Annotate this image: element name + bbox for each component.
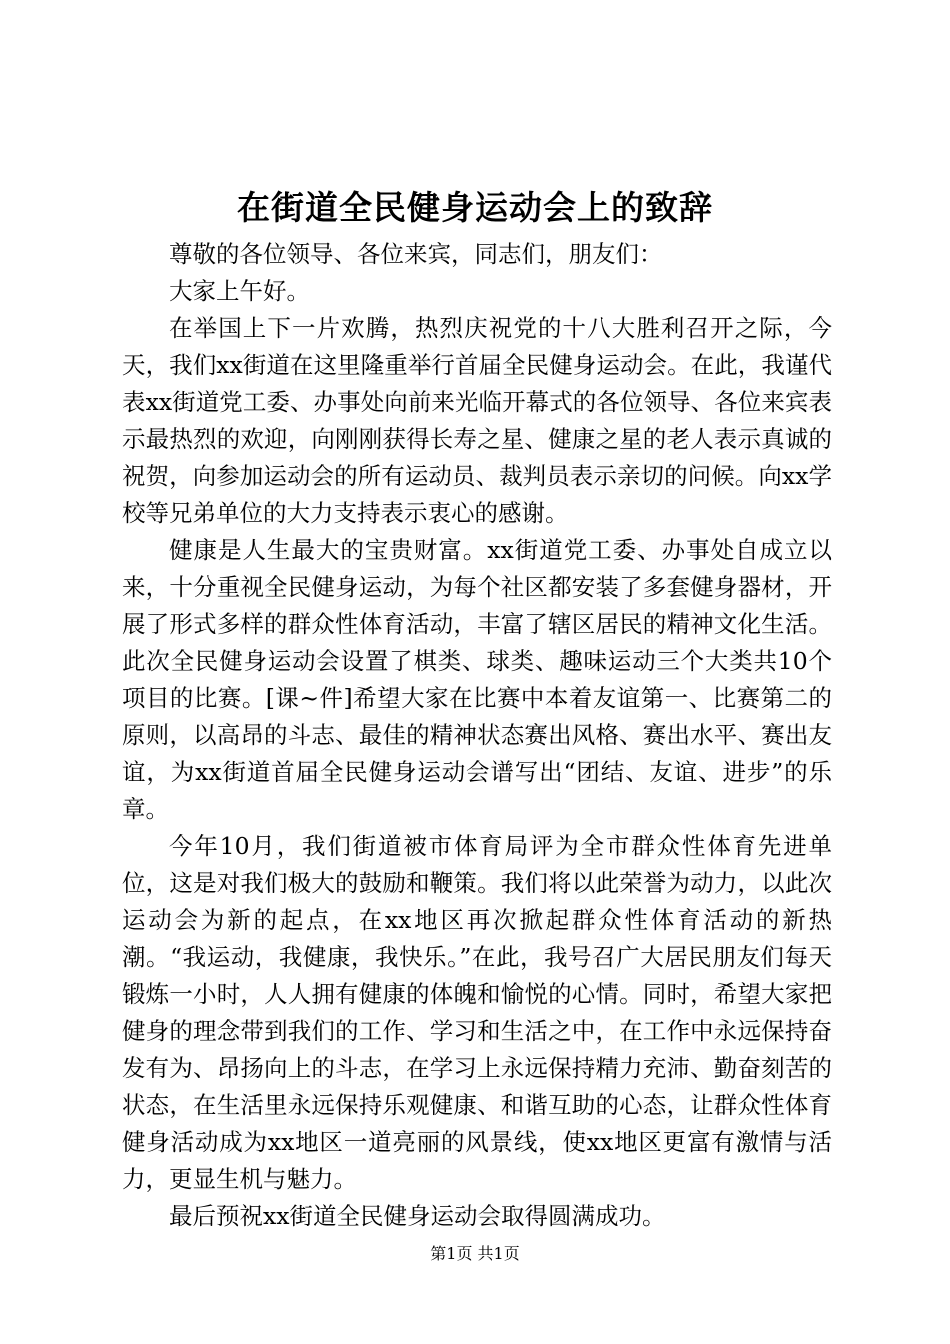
- document-title: 在街道全民健身运动会上的致辞: [237, 188, 713, 227]
- salutation-paragraph: 尊敬的各位领导、各位来宾，同志们，朋友们：: [169, 240, 663, 268]
- body-paragraph: 在举国上下一片欢腾，热烈庆祝党的十八大胜利召开之际，今天，我们xx街道在这里隆重举行首届全民健身运动会。在此，我谨代表xx街道党工委、办事处向前来光临开幕式的各位领导、各位来宾表示最热烈的欢迎，向刚刚获得长寿之星、健康之星的老人表示真诚的祝贺，向参加运动会的所有运动员、裁判员表示亲切的问候。向xx学校等兄弟单位的大力支持表示衷心的感谢。: [122, 314, 832, 527]
- document-body: [122, 236, 832, 1235]
- greeting-paragraph: 大家上午好。: [169, 277, 310, 305]
- body-paragraph: 今年10月，我们街道被市体育局评为全市群众性体育先进单位，这是对我们极大的鼓励和鞭策。我们将以此荣誉为动力，以此次运动会为新的起点，在xx地区再次掀起群众性体育活动的新热潮。“我运动，我健康，我快乐。”在此，我号召广大居民朋友们每天锻炼一小时，人人拥有健康的体魄和愉悦的心情。同时，希望大家把健身的理念带到我们的工作、学习和生活之中，在工作中永远保持奋发有为、昂扬向上的斗志，在学习上永远保持精力充沛、勤奋刻苦的状态，在生活里永远保持乐观健康、和谐互助的心态，让群众性体育健身活动成为xx地区一道亮丽的风景线，使xx地区更富有激情与活力，更显生机与魅力。: [122, 832, 832, 1193]
- closing-paragraph: 最后预祝xx街道全民健身运动会取得圆满成功。: [169, 1202, 666, 1230]
- body-paragraph: 健康是人生最大的宝贵财富。xx街道党工委、办事处自成立以来，十分重视全民健身运动，为每个社区都安装了多套健身器材，开展了形式多样的群众性体育活动，丰富了辖区居民的精神文化生活。此次全民健身运动会设置了棋类、球类、趣味运动三个大类共10个项目的比赛。[课~件]希望大家在比赛中本着友谊第一、比赛第二的原则，以高昂的斗志、最佳的精神状态赛出风格、赛出水平、赛出友谊，为xx街道首届全民健身运动会谱写出“团结、友谊、进步”的乐章。: [122, 536, 832, 823]
- page-footer: 第1页 共1页: [430, 1244, 520, 1263]
